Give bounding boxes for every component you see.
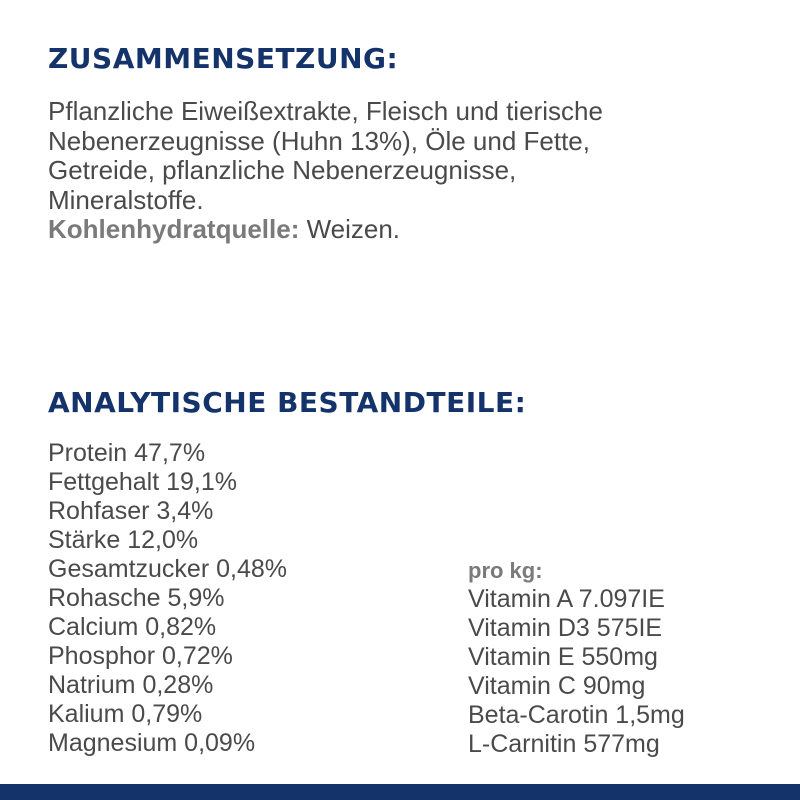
vitamin-item: Vitamin D3 575IE — [468, 614, 663, 642]
constituent-item: Phosphor 0,72% — [48, 642, 233, 670]
analytical-constituents-list — [48, 439, 287, 758]
composition-line: Pflanzliche Eiweißextrakte, Fleisch und tierische — [48, 96, 603, 126]
carbohydrate-source — [48, 215, 748, 245]
composition-line: Getreide, pflanzliche Nebenerzeugnisse, — [48, 155, 517, 185]
constituent-item: Gesamtzucker 0,48% — [48, 555, 287, 583]
vitamins-per-kg-list — [468, 556, 685, 759]
vitamin-item: Vitamin E 550mg — [468, 643, 658, 671]
composition-line: Nebenerzeugnisse (Huhn 13%), Öle und Fette, — [48, 125, 590, 156]
carbohydrate-source-label: Kohlenhydratquelle: — [48, 214, 300, 244]
constituent-item: Rohasche 5,9% — [48, 584, 225, 612]
constituent-item: Fettgehalt 19,1% — [48, 468, 238, 496]
constituent-item: Kalium 0,79% — [48, 700, 203, 728]
vitamin-item: Vitamin C 90mg — [468, 672, 646, 700]
constituent-item: Rohfaser 3,4% — [48, 497, 214, 525]
constituent-item: Protein 47,7% — [48, 439, 206, 467]
composition-heading: ZUSAMMENSETZUNG: — [48, 42, 399, 75]
composition-section — [48, 97, 748, 245]
constituent-item: Stärke 12,0% — [48, 526, 199, 554]
composition-line: Mineralstoffe. — [48, 184, 204, 215]
per-kg-label: pro kg: — [468, 558, 543, 583]
vitamin-item: L-Carnitin 577mg — [468, 730, 660, 758]
bottom-accent-bar — [0, 784, 800, 800]
constituent-item: Natrium 0,28% — [48, 671, 214, 699]
vitamin-item: Vitamin A 7.097IE — [468, 585, 665, 613]
constituent-item: Magnesium 0,09% — [48, 729, 256, 757]
carbohydrate-source-value: Weizen. — [299, 214, 401, 244]
analytical-heading: ANALYTISCHE BESTANDTEILE: — [48, 386, 527, 419]
constituent-item: Calcium 0,82% — [48, 613, 217, 641]
vitamin-item: Beta-Carotin 1,5mg — [468, 701, 685, 729]
